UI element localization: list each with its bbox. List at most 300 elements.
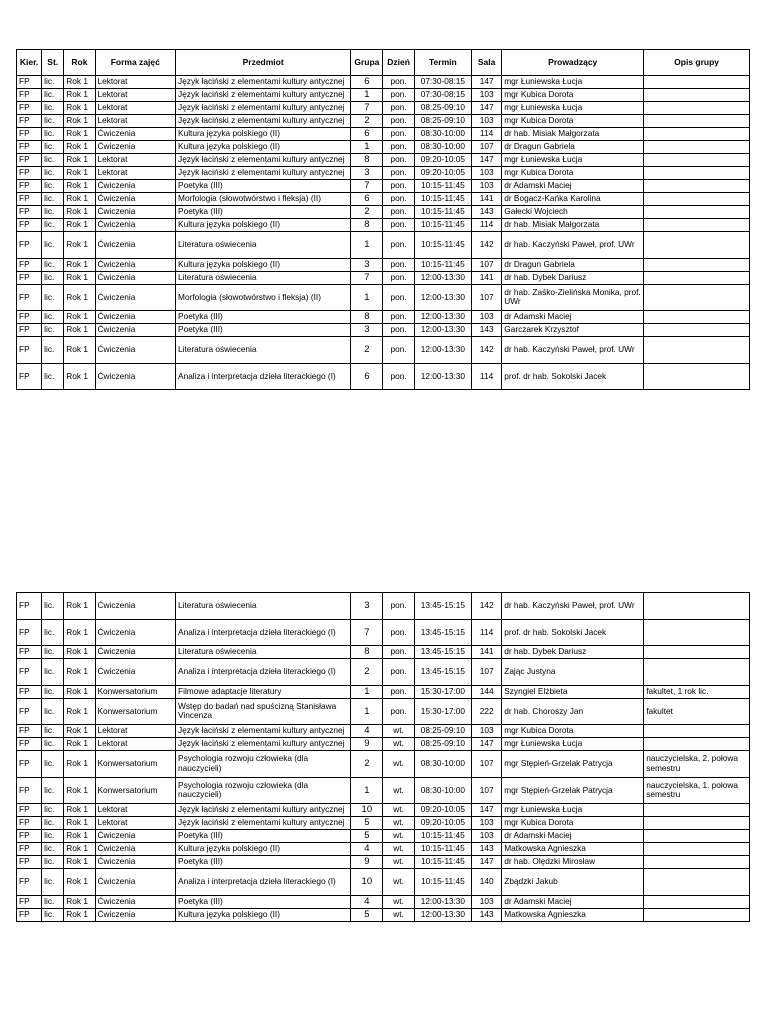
cell-termin: 12:00-13:30 — [414, 271, 471, 284]
cell-grupa: 2 — [351, 206, 383, 219]
cell-opis — [644, 154, 750, 167]
cell-forma: Lektorat — [95, 738, 176, 751]
cell-termin: 10:15-11:45 — [414, 219, 471, 232]
cell-st: lic. — [42, 180, 64, 193]
cell-st: lic. — [42, 725, 64, 738]
cell-grupa: 8 — [351, 219, 383, 232]
cell-termin: 08:25-09:10 — [414, 725, 471, 738]
cell-przedmiot: Poetyka (III) — [176, 180, 351, 193]
cell-termin: 10:15-11:45 — [414, 232, 471, 259]
cell-sala: 114 — [472, 619, 502, 646]
cell-dzien: pon. — [383, 89, 414, 102]
cell-termin: 12:00-13:30 — [414, 324, 471, 337]
cell-prowadzacy: Szyngiel Elżbieta — [502, 685, 644, 698]
cell-dzien: pon. — [383, 115, 414, 128]
table-row — [17, 284, 750, 311]
cell-dzien: wt. — [383, 843, 414, 856]
cell-przedmiot: Język łaciński z elementami kultury antycznej — [176, 154, 351, 167]
cell-termin: 07:30-08:15 — [414, 89, 471, 102]
cell-rok: Rok 1 — [64, 685, 95, 698]
cell-opis — [644, 593, 750, 620]
cell-kier: FP — [17, 619, 42, 646]
cell-prowadzacy: Gałecki Wojciech — [502, 206, 644, 219]
cell-sala: 142 — [472, 232, 502, 259]
cell-grupa: 9 — [351, 738, 383, 751]
cell-prowadzacy: mgr Łuniewska Łucja — [502, 102, 644, 115]
cell-termin: 13:45-15:15 — [414, 646, 471, 659]
cell-st: lic. — [42, 698, 64, 725]
cell-kier: FP — [17, 89, 42, 102]
cell-grupa: 6 — [351, 363, 383, 390]
cell-sala: 107 — [472, 777, 502, 804]
cell-sala: 103 — [472, 725, 502, 738]
cell-sala: 143 — [472, 324, 502, 337]
cell-grupa: 4 — [351, 725, 383, 738]
cell-sala: 147 — [472, 856, 502, 869]
cell-st: lic. — [42, 363, 64, 390]
cell-sala: 143 — [472, 206, 502, 219]
cell-forma: Ćwiczenia — [95, 646, 176, 659]
table-row — [17, 154, 750, 167]
cell-przedmiot: Analiza i interpretacja dzieła literackiego (I) — [176, 363, 351, 390]
cell-st: lic. — [42, 751, 64, 778]
cell-grupa: 1 — [351, 777, 383, 804]
table-row — [17, 232, 750, 259]
cell-opis — [644, 180, 750, 193]
cell-sala: 147 — [472, 102, 502, 115]
cell-dzien: wt. — [383, 817, 414, 830]
table-row — [17, 725, 750, 738]
cell-dzien: pon. — [383, 284, 414, 311]
cell-dzien: pon. — [383, 128, 414, 141]
cell-grupa: 5 — [351, 830, 383, 843]
cell-forma: Ćwiczenia — [95, 659, 176, 686]
table-row — [17, 843, 750, 856]
cell-dzien: pon. — [383, 167, 414, 180]
cell-kier: FP — [17, 725, 42, 738]
cell-dzien: pon. — [383, 154, 414, 167]
cell-opis — [644, 843, 750, 856]
cell-przedmiot: Poetyka (III) — [176, 856, 351, 869]
cell-rok: Rok 1 — [64, 363, 95, 390]
cell-st: lic. — [42, 271, 64, 284]
cell-prowadzacy: dr hab. Olędzki Mirosław — [502, 856, 644, 869]
cell-forma: Lektorat — [95, 167, 176, 180]
cell-termin: 09:20-10:05 — [414, 804, 471, 817]
cell-forma: Ćwiczenia — [95, 311, 176, 324]
cell-forma: Ćwiczenia — [95, 869, 176, 896]
table-row — [17, 76, 750, 89]
cell-rok: Rok 1 — [64, 154, 95, 167]
cell-forma: Konwersatorium — [95, 698, 176, 725]
cell-sala: 147 — [472, 804, 502, 817]
table-row — [17, 193, 750, 206]
cell-forma: Ćwiczenia — [95, 324, 176, 337]
cell-sala: 107 — [472, 258, 502, 271]
cell-kier: FP — [17, 869, 42, 896]
cell-grupa: 7 — [351, 180, 383, 193]
cell-forma: Lektorat — [95, 89, 176, 102]
cell-forma: Lektorat — [95, 725, 176, 738]
cell-opis — [644, 324, 750, 337]
cell-rok: Rok 1 — [64, 659, 95, 686]
cell-grupa: 10 — [351, 804, 383, 817]
cell-kier: FP — [17, 908, 42, 921]
cell-prowadzacy: dr Adamski Maciej — [502, 180, 644, 193]
cell-przedmiot: Język łaciński z elementami kultury antycznej — [176, 167, 351, 180]
cell-sala: 143 — [472, 908, 502, 921]
cell-termin: 10:15-11:45 — [414, 193, 471, 206]
table-row — [17, 311, 750, 324]
cell-forma: Ćwiczenia — [95, 337, 176, 364]
cell-opis: fakultet, 1 rok lic. — [644, 685, 750, 698]
cell-grupa: 9 — [351, 856, 383, 869]
cell-przedmiot: Wstęp do badań nad spuścizną Stanisława Vincenza — [176, 698, 351, 725]
cell-st: lic. — [42, 206, 64, 219]
cell-przedmiot: Język łaciński z elementami kultury antycznej — [176, 738, 351, 751]
cell-sala: 103 — [472, 115, 502, 128]
cell-termin: 08:25-09:10 — [414, 738, 471, 751]
table-row — [17, 180, 750, 193]
cell-kier: FP — [17, 311, 42, 324]
cell-termin: 15:30-17:00 — [414, 698, 471, 725]
cell-opis — [644, 167, 750, 180]
cell-st: lic. — [42, 128, 64, 141]
table-body — [17, 593, 750, 922]
cell-opis — [644, 271, 750, 284]
cell-sala: 222 — [472, 698, 502, 725]
cell-sala: 143 — [472, 843, 502, 856]
cell-termin: 10:15-11:45 — [414, 830, 471, 843]
cell-kier: FP — [17, 685, 42, 698]
cell-opis — [644, 115, 750, 128]
cell-sala: 103 — [472, 830, 502, 843]
cell-forma: Lektorat — [95, 817, 176, 830]
cell-dzien: wt. — [383, 895, 414, 908]
cell-prowadzacy: dr hab. Misiak Małgorzata — [502, 219, 644, 232]
cell-opis — [644, 284, 750, 311]
table-row — [17, 271, 750, 284]
header-row — [17, 50, 750, 76]
cell-dzien: pon. — [383, 232, 414, 259]
cell-termin: 13:45-15:15 — [414, 659, 471, 686]
header-dzien: Dzień — [383, 50, 414, 76]
cell-grupa: 8 — [351, 311, 383, 324]
cell-forma: Ćwiczenia — [95, 193, 176, 206]
cell-rok: Rok 1 — [64, 258, 95, 271]
cell-opis — [644, 258, 750, 271]
cell-sala: 114 — [472, 363, 502, 390]
cell-sala: 147 — [472, 76, 502, 89]
cell-kier: FP — [17, 817, 42, 830]
cell-przedmiot: Psychologia rozwoju człowieka (dla nauczycieli) — [176, 751, 351, 778]
cell-forma: Ćwiczenia — [95, 141, 176, 154]
cell-kier: FP — [17, 337, 42, 364]
cell-dzien: pon. — [383, 698, 414, 725]
cell-st: lic. — [42, 115, 64, 128]
table-row — [17, 685, 750, 698]
table-row — [17, 167, 750, 180]
cell-rok: Rok 1 — [64, 284, 95, 311]
cell-kier: FP — [17, 284, 42, 311]
cell-termin: 10:15-11:45 — [414, 843, 471, 856]
cell-rok: Rok 1 — [64, 751, 95, 778]
cell-kier: FP — [17, 593, 42, 620]
cell-grupa: 1 — [351, 685, 383, 698]
cell-forma: Ćwiczenia — [95, 219, 176, 232]
cell-termin: 08:30-10:00 — [414, 128, 471, 141]
cell-forma: Ćwiczenia — [95, 593, 176, 620]
cell-przedmiot: Język łaciński z elementami kultury antycznej — [176, 89, 351, 102]
cell-kier: FP — [17, 115, 42, 128]
cell-dzien: pon. — [383, 363, 414, 390]
cell-kier: FP — [17, 180, 42, 193]
cell-przedmiot: Literatura oświecenia — [176, 232, 351, 259]
cell-grupa: 4 — [351, 895, 383, 908]
cell-sala: 144 — [472, 685, 502, 698]
cell-przedmiot: Język łaciński z elementami kultury antycznej — [176, 115, 351, 128]
cell-grupa: 1 — [351, 89, 383, 102]
cell-forma: Ćwiczenia — [95, 363, 176, 390]
cell-sala: 147 — [472, 154, 502, 167]
cell-termin: 15:30-17:00 — [414, 685, 471, 698]
cell-termin: 12:00-13:30 — [414, 363, 471, 390]
cell-kier: FP — [17, 646, 42, 659]
cell-termin: 08:25-09:10 — [414, 115, 471, 128]
cell-dzien: pon. — [383, 311, 414, 324]
table-row — [17, 102, 750, 115]
header-sala: Sala — [472, 50, 502, 76]
cell-termin: 09:20-10:05 — [414, 167, 471, 180]
cell-przedmiot: Literatura oświecenia — [176, 271, 351, 284]
cell-dzien: pon. — [383, 593, 414, 620]
cell-opis — [644, 830, 750, 843]
cell-rok: Rok 1 — [64, 804, 95, 817]
cell-termin: 12:00-13:30 — [414, 337, 471, 364]
cell-opis — [644, 206, 750, 219]
cell-forma: Lektorat — [95, 76, 176, 89]
cell-przedmiot: Literatura oświecenia — [176, 646, 351, 659]
cell-rok: Rok 1 — [64, 271, 95, 284]
cell-rok: Rok 1 — [64, 89, 95, 102]
cell-termin: 09:20-10:05 — [414, 154, 471, 167]
cell-sala: 141 — [472, 271, 502, 284]
cell-kier: FP — [17, 698, 42, 725]
cell-opis: nauczycielska, 2. połowa semestru — [644, 751, 750, 778]
table-row — [17, 856, 750, 869]
cell-opis: nauczycielska, 1. połowa semestru — [644, 777, 750, 804]
cell-rok: Rok 1 — [64, 167, 95, 180]
cell-sala: 103 — [472, 167, 502, 180]
header-termin: Termin — [414, 50, 471, 76]
cell-grupa: 1 — [351, 698, 383, 725]
cell-st: lic. — [42, 619, 64, 646]
cell-dzien: pon. — [383, 659, 414, 686]
cell-st: lic. — [42, 284, 64, 311]
table-row — [17, 89, 750, 102]
cell-rok: Rok 1 — [64, 76, 95, 89]
cell-opis — [644, 219, 750, 232]
cell-rok: Rok 1 — [64, 232, 95, 259]
cell-grupa: 4 — [351, 843, 383, 856]
cell-opis — [644, 193, 750, 206]
header-opis: Opis grupy — [644, 50, 750, 76]
cell-sala: 103 — [472, 817, 502, 830]
cell-forma: Lektorat — [95, 154, 176, 167]
cell-opis — [644, 869, 750, 896]
cell-termin: 12:00-13:30 — [414, 895, 471, 908]
schedule-table-page-1 — [16, 49, 750, 390]
cell-st: lic. — [42, 232, 64, 259]
cell-kier: FP — [17, 167, 42, 180]
cell-dzien: wt. — [383, 777, 414, 804]
cell-sala: 114 — [472, 128, 502, 141]
cell-przedmiot: Poetyka (III) — [176, 311, 351, 324]
cell-forma: Ćwiczenia — [95, 258, 176, 271]
cell-opis — [644, 646, 750, 659]
cell-rok: Rok 1 — [64, 843, 95, 856]
header-forma: Forma zajęć — [95, 50, 176, 76]
cell-termin: 12:00-13:30 — [414, 311, 471, 324]
cell-przedmiot: Kultura języka polskiego (II) — [176, 843, 351, 856]
cell-dzien: pon. — [383, 271, 414, 284]
table-row — [17, 869, 750, 896]
cell-dzien: pon. — [383, 324, 414, 337]
cell-dzien: wt. — [383, 869, 414, 896]
table-body — [17, 76, 750, 390]
cell-st: lic. — [42, 337, 64, 364]
cell-dzien: wt. — [383, 830, 414, 843]
cell-kier: FP — [17, 154, 42, 167]
table-header — [17, 50, 750, 76]
cell-termin: 10:15-11:45 — [414, 180, 471, 193]
cell-termin: 10:15-11:45 — [414, 206, 471, 219]
cell-opis — [644, 895, 750, 908]
header-kier: Kier. — [17, 50, 42, 76]
cell-grupa: 6 — [351, 76, 383, 89]
cell-forma: Ćwiczenia — [95, 232, 176, 259]
table-row — [17, 659, 750, 686]
cell-kier: FP — [17, 856, 42, 869]
cell-dzien: wt. — [383, 725, 414, 738]
cell-sala: 140 — [472, 869, 502, 896]
cell-sala: 103 — [472, 89, 502, 102]
table-row — [17, 895, 750, 908]
cell-st: lic. — [42, 685, 64, 698]
cell-przedmiot: Kultura języka polskiego (II) — [176, 908, 351, 921]
cell-kier: FP — [17, 102, 42, 115]
cell-rok: Rok 1 — [64, 337, 95, 364]
cell-dzien: pon. — [383, 619, 414, 646]
cell-opis — [644, 856, 750, 869]
table-row — [17, 115, 750, 128]
table-row — [17, 804, 750, 817]
table-row — [17, 324, 750, 337]
cell-grupa: 1 — [351, 284, 383, 311]
cell-prowadzacy: dr Adamski Maciej — [502, 895, 644, 908]
cell-forma: Ćwiczenia — [95, 830, 176, 843]
cell-st: lic. — [42, 593, 64, 620]
cell-rok: Rok 1 — [64, 646, 95, 659]
cell-prowadzacy: mgr Łuniewska Łucja — [502, 154, 644, 167]
cell-st: lic. — [42, 141, 64, 154]
cell-prowadzacy: mgr Kubica Dorota — [502, 817, 644, 830]
cell-przedmiot: Kultura języka polskiego (II) — [176, 128, 351, 141]
cell-przedmiot: Literatura oświecenia — [176, 593, 351, 620]
cell-prowadzacy: mgr Łuniewska Łucja — [502, 738, 644, 751]
cell-dzien: pon. — [383, 76, 414, 89]
cell-przedmiot: Język łaciński z elementami kultury antycznej — [176, 102, 351, 115]
cell-grupa: 2 — [351, 337, 383, 364]
cell-kier: FP — [17, 738, 42, 751]
table-row — [17, 908, 750, 921]
cell-rok: Rok 1 — [64, 777, 95, 804]
cell-rok: Rok 1 — [64, 128, 95, 141]
cell-prowadzacy: dr hab. Misiak Małgorzata — [502, 128, 644, 141]
cell-rok: Rok 1 — [64, 869, 95, 896]
cell-przedmiot: Poetyka (III) — [176, 206, 351, 219]
cell-kier: FP — [17, 363, 42, 390]
cell-prowadzacy: dr hab. Kaczyński Paweł, prof. UWr — [502, 232, 644, 259]
cell-st: lic. — [42, 869, 64, 896]
cell-przedmiot: Kultura języka polskiego (II) — [176, 141, 351, 154]
cell-opis — [644, 619, 750, 646]
cell-forma: Ćwiczenia — [95, 908, 176, 921]
cell-opis — [644, 89, 750, 102]
cell-prowadzacy: Matkowska Agnieszka — [502, 843, 644, 856]
cell-sala: 107 — [472, 284, 502, 311]
cell-termin: 07:30-08:15 — [414, 76, 471, 89]
cell-rok: Rok 1 — [64, 311, 95, 324]
cell-przedmiot: Morfologia (słowotwórstwo i fleksja) (II) — [176, 193, 351, 206]
cell-sala: 107 — [472, 141, 502, 154]
cell-dzien: pon. — [383, 193, 414, 206]
cell-prowadzacy: mgr Kubica Dorota — [502, 167, 644, 180]
cell-prowadzacy: dr hab. Zaśko-Zielińska Monika, prof. UWr — [502, 284, 644, 311]
cell-st: lic. — [42, 830, 64, 843]
table-row — [17, 738, 750, 751]
cell-sala: 107 — [472, 659, 502, 686]
cell-opis — [644, 804, 750, 817]
cell-przedmiot: Kultura języka polskiego (II) — [176, 258, 351, 271]
cell-kier: FP — [17, 659, 42, 686]
cell-forma: Ćwiczenia — [95, 206, 176, 219]
cell-forma: Konwersatorium — [95, 685, 176, 698]
cell-prowadzacy: dr Adamski Maciej — [502, 830, 644, 843]
cell-opis: fakultet — [644, 698, 750, 725]
cell-rok: Rok 1 — [64, 141, 95, 154]
cell-forma: Ćwiczenia — [95, 895, 176, 908]
cell-forma: Ćwiczenia — [95, 619, 176, 646]
cell-przedmiot: Analiza i interpretacja dzieła literackiego (I) — [176, 619, 351, 646]
cell-termin: 10:15-11:45 — [414, 258, 471, 271]
table-row — [17, 646, 750, 659]
cell-prowadzacy: dr Dragun Gabriela — [502, 258, 644, 271]
cell-sala: 141 — [472, 646, 502, 659]
cell-termin: 08:30-10:00 — [414, 751, 471, 778]
cell-st: lic. — [42, 167, 64, 180]
cell-st: lic. — [42, 646, 64, 659]
table-row — [17, 128, 750, 141]
cell-rok: Rok 1 — [64, 180, 95, 193]
cell-sala: 114 — [472, 219, 502, 232]
cell-przedmiot: Analiza i interpretacja dzieła literackiego (I) — [176, 659, 351, 686]
cell-dzien: pon. — [383, 646, 414, 659]
cell-opis — [644, 141, 750, 154]
cell-rok: Rok 1 — [64, 725, 95, 738]
cell-st: lic. — [42, 777, 64, 804]
cell-rok: Rok 1 — [64, 324, 95, 337]
